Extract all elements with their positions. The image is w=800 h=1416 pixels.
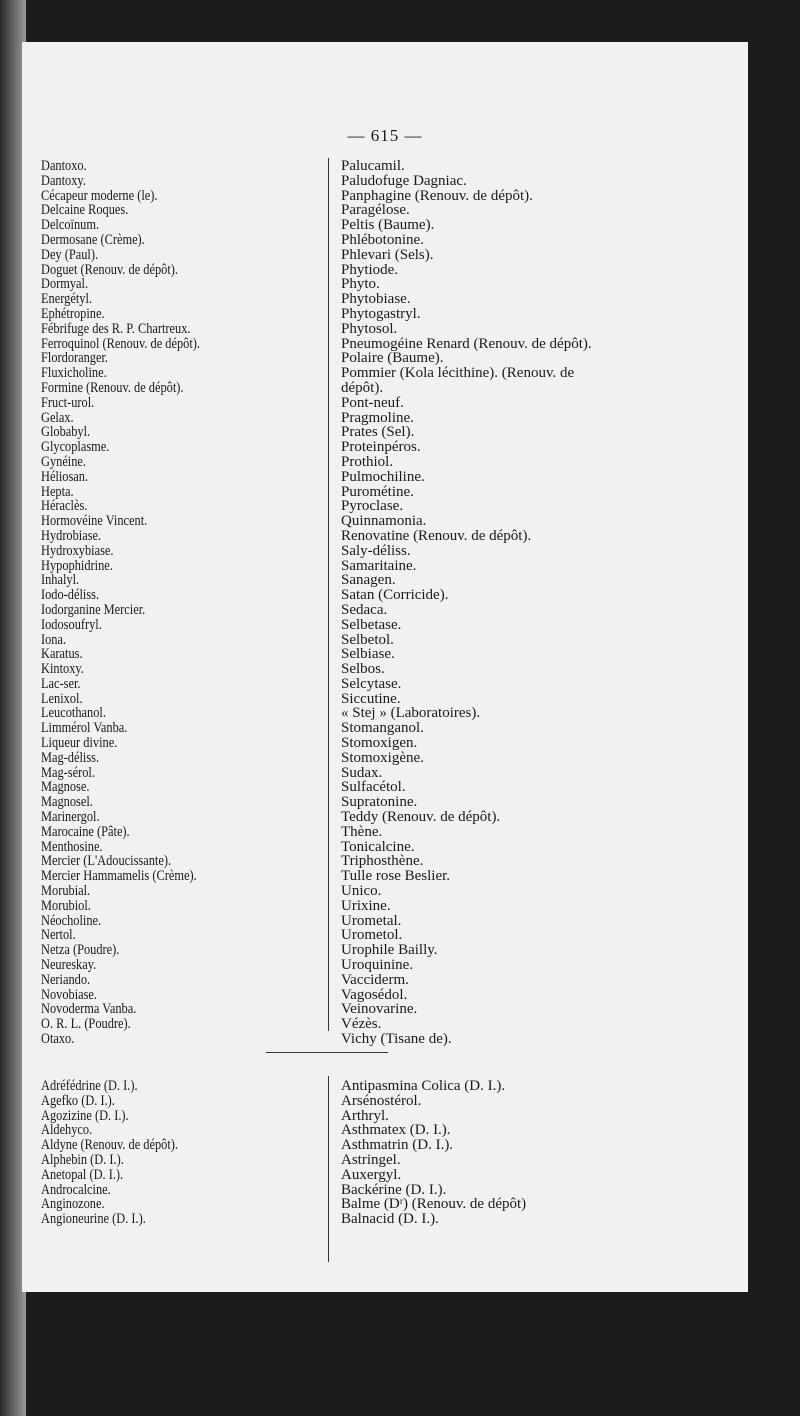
list-item: Pont-neuf. [341,394,404,411]
list-item: Siccutine. [341,690,401,707]
column-divider-upper [328,158,329,1031]
list-item: Urixine. [341,897,391,914]
list-item: Stomoxigène. [341,749,424,766]
list-item: Phytiode. [341,261,399,278]
list-item: Pommier (Kola lécithine). (Renouv. de [341,365,575,382]
list-item: Selbetase. [341,616,402,633]
list-item: Samaritaine. [341,557,417,574]
list-item: Hydroxybiase. [41,542,114,559]
list-item: Inhalyl. [41,572,80,589]
list-item: Morubiol. [41,897,91,914]
list-item: Ephétropine. [41,305,105,322]
list-item: Mag-déliss. [41,749,100,766]
list-item: Fruct-urol. [41,394,95,411]
list-item: Angioneurine (D. I.). [41,1211,146,1228]
list-item: Fluxicholine. [41,365,107,382]
list-item: Urometal. [341,912,402,929]
list-item: Iodorganine Mercier. [41,601,146,618]
list-item: Phlevari (Sels). [341,246,434,263]
list-item: Dormyal. [41,276,89,293]
list-item: Selbetol. [341,631,394,648]
list-item: Formine (Renouv. de dépôt). [41,379,184,396]
list-item: Gynéine. [41,453,87,470]
list-item: Paragélose. [341,202,410,219]
list-item: Vichy (Tisane de). [341,1031,452,1048]
list-item: Paludofuge Dagniac. [341,172,467,189]
list-item: Arsénostérol. [341,1092,422,1109]
list-item: Urophile Bailly. [341,942,438,959]
list-item: Hypophidrine. [41,557,113,574]
list-item: Marinergol. [41,809,100,826]
list-item: Novoderma Vanba. [41,1001,137,1018]
list-item: Antipasmina Colica (D. I.). [341,1078,506,1094]
list-item: Phytobiase. [341,291,411,308]
list-item: Leucothanol. [41,705,106,722]
list-item: Menthosine. [41,838,103,855]
list-item: Balme (Dʳ) (Renouv. de dépôt) [341,1196,527,1213]
list-item: Fébrifuge des R. P. Chartreux. [41,320,191,337]
list-item: Sulfacétol. [341,779,406,796]
list-item: Sanagen. [341,572,396,589]
list-item: Alphebin (D. I.). [41,1151,124,1168]
list-item: Morubial. [41,883,91,900]
list-item: Teddy (Renouv. de dépôt). [341,809,501,826]
list-item: Anetopal (D. I.). [41,1166,124,1183]
list-item: « Stej » (Laboratoires). [341,705,481,722]
list-item: Magnose. [41,779,90,796]
list-item: Thène. [341,823,383,840]
list-item: O. R. L. (Poudre). [41,1016,131,1033]
list-item: Balnacid (D. I.). [341,1211,439,1228]
list-item: Gelax. [41,409,74,426]
list-item: Androcalcine. [41,1181,111,1198]
list-item: dépôt). [341,379,384,396]
list-item: Tonicalcine. [341,838,415,855]
document-page [22,42,748,1292]
list-item: Liqueur divine. [41,735,118,752]
list-item: Marocaine (Pâte). [41,823,130,840]
list-item: Dantoxo. [41,158,87,174]
list-item: Asthmatex (D. I.). [341,1122,451,1139]
list-item: Mag-sérol. [41,764,95,781]
list-item: Saly-déliss. [341,542,411,559]
list-item: Neureskay. [41,957,97,974]
list-item: Anginozone. [41,1196,105,1213]
list-item: Sudax. [341,764,383,781]
list-item: Supratonine. [341,794,418,811]
upper-right-column [341,159,592,1047]
list-item: Iodosoufryl. [41,616,102,633]
list-item: Quinnamonia. [341,513,427,530]
list-item: Astringel. [341,1151,401,1168]
list-item: Limmérol Vanba. [41,720,128,737]
list-item: Nertol. [41,927,76,944]
list-item: Hormovéine Vincent. [41,513,148,530]
list-item: Pragmoline. [341,409,414,426]
upper-left-column [41,159,200,1047]
list-item: Tulle rose Beslier. [341,868,451,885]
list-item: Hepta. [41,483,74,500]
list-item: Phlébotonine. [341,231,424,248]
list-item: Delcaine Roques. [41,202,129,219]
list-item: Mercier Hammamelis (Crème). [41,868,197,885]
list-item: Renovatine (Renouv. de dépôt). [341,527,532,544]
list-item: Otaxo. [41,1031,75,1048]
list-item: Iodo-déliss. [41,587,100,604]
lower-right-column [341,1079,526,1227]
list-item: Delcoïnum. [41,217,100,234]
list-item: Triphosthène. [341,853,424,870]
list-item: Adréfédrine (D. I.). [41,1078,138,1094]
list-item: Phytosol. [341,320,398,337]
section-separator [266,1052,388,1053]
list-item: Stomoxigen. [341,735,418,752]
list-item: Pulmochiline. [341,468,425,485]
list-item: Ferroquinol (Renouv. de dépôt). [41,335,201,352]
list-item: Iona. [41,631,67,648]
list-item: Panphagine (Renouv. de dépôt). [341,187,533,204]
list-item: Purométine. [341,483,414,500]
list-item: Peltis (Baume). [341,217,435,234]
list-item: Unico. [341,883,382,900]
column-divider-lower [328,1076,329,1262]
list-item: Stomanganol. [341,720,424,737]
lower-left-column [41,1079,178,1227]
list-item: Vézès. [341,1016,382,1033]
list-item: Pneumogéine Renard (Renouv. de dépôt). [341,335,592,352]
list-item: Selbiase. [341,646,395,663]
list-item: Agozizine (D. I.). [41,1107,129,1124]
list-item: Urometol. [341,927,403,944]
list-item: Flordoranger. [41,350,109,367]
list-item: Backérine (D. I.). [341,1181,447,1198]
list-item: Néocholine. [41,912,102,929]
list-item: Proteinpéros. [341,439,421,456]
list-item: Prates (Sel). [341,424,415,441]
list-item: Pyroclase. [341,498,404,515]
page-number: — 615 — [347,126,423,145]
list-item: Polaire (Baume). [341,350,444,367]
list-item: Auxergyl. [341,1166,402,1183]
list-item: Doguet (Renouv. de dépôt). [41,261,179,278]
list-item: Satan (Corricide). [341,587,449,604]
list-item: Arthryl. [341,1107,389,1124]
list-item: Dey (Paul). [41,246,99,263]
list-item: Karatus. [41,646,83,663]
list-item: Dermosane (Crème). [41,231,145,248]
list-item: Cécapeur moderne (le). [41,187,158,204]
list-item: Energétyl. [41,291,92,308]
list-item: Phytogastryl. [341,305,421,322]
list-item: Novobiase. [41,986,98,1003]
list-item: Neriando. [41,971,91,988]
list-item: Hydrobiase. [41,527,102,544]
list-item: Vagosédol. [341,986,408,1003]
list-item: Vacciderm. [341,971,409,988]
list-item: Selcytase. [341,675,402,692]
list-item: Prothiol. [341,453,394,470]
list-item: Glycoplasme. [41,439,110,456]
list-item: Lac-ser. [41,675,81,692]
list-item: Kintoxy. [41,661,84,678]
list-item: Dantoxy. [41,172,86,189]
list-item: Uroquinine. [341,957,414,974]
list-item: Veinovarine. [341,1001,418,1018]
list-item: Héliosan. [41,468,89,485]
list-item: Agefko (D. I.). [41,1092,115,1109]
list-item: Sedaca. [341,601,388,618]
list-item: Phyto. [341,276,380,293]
list-item: Lenixol. [41,690,83,707]
list-item: Palucamil. [341,158,405,174]
list-item: Aldyne (Renouv. de dépôt). [41,1137,179,1154]
list-item: Globabyl. [41,424,91,441]
list-item: Netza (Poudre). [41,942,120,959]
list-item: Asthmatrin (D. I.). [341,1137,454,1154]
list-item: Mercier (L'Adoucissante). [41,853,172,870]
list-item: Héraclès. [41,498,88,515]
list-item: Aldehyco. [41,1122,93,1139]
list-item: Selbos. [341,661,385,678]
list-item: Magnosel. [41,794,93,811]
